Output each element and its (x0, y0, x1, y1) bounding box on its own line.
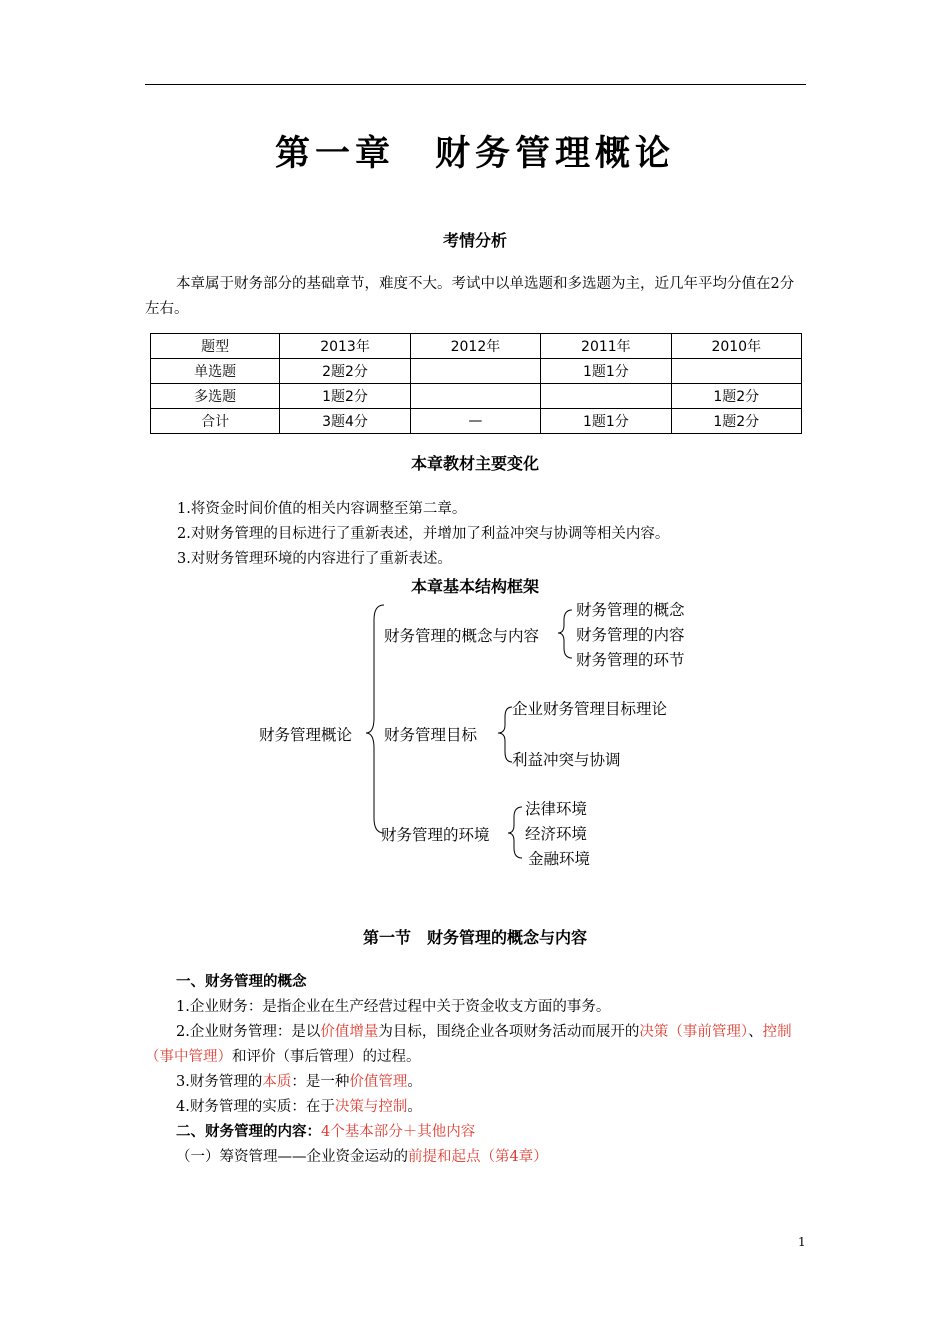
text-span: 4.财务管理的实质：在于 (176, 1099, 335, 1115)
highlight-span: 本质 (262, 1074, 292, 1090)
text-span: 和评价（事后管理）的过程。 (232, 1049, 421, 1065)
s1-item2 (145, 1020, 806, 1070)
chapter-title: 第一章 财务管理概论 (274, 134, 675, 174)
mindmap-leaf: 财务管理的内容 (576, 626, 685, 644)
mindmap-leaf: 利益冲突与协调 (512, 751, 621, 769)
table-cell: — (410, 409, 540, 434)
mindmap-leaf: 财务管理的环节 (576, 651, 685, 669)
change-item: 2.对财务管理的目标进行了重新表述，并增加了利益冲突与协调等相关内容。 (177, 526, 670, 542)
mindmap-branch: 财务管理目标 (384, 726, 478, 744)
highlight-span: 决策（事前管理） (639, 1024, 749, 1040)
s1-item4 (145, 1095, 806, 1120)
mindmap-leaf: 财务管理的概念 (576, 601, 685, 619)
table-cell: 3题4分 (280, 409, 410, 434)
section-heading: 第一节 财务管理的概念与内容 (362, 928, 587, 947)
framework-heading: 本章基本结构框架 (410, 577, 539, 596)
branch3-brace (508, 807, 522, 858)
mindmap-leaf: 企业财务管理目标理论 (512, 700, 668, 718)
branch2-brace (498, 707, 512, 762)
change-item: 1.将资金时间价值的相关内容调整至第二章。 (177, 501, 467, 517)
table-header-cell: 2011年 (541, 334, 671, 359)
table-cell: 1题2分 (671, 409, 801, 434)
table-header-cell: 题型 (151, 334, 280, 359)
exam-intro: 本章属于财务部分的基础章节，难度不大。考试中以单选题和多选题为主，近几年平均分值在2分左右。 (145, 276, 795, 317)
text-span: 。 (407, 1074, 422, 1090)
table-cell: 2题2分 (280, 359, 410, 384)
highlight-span: 价值管理 (349, 1074, 408, 1090)
mindmap-leaf: 法律环境 (525, 800, 588, 818)
highlight-span: 控制（事中管理） (145, 1024, 792, 1065)
s2-heading-highlight: 4个基本部分＋其他内容 (321, 1124, 476, 1140)
text-span: 、 (748, 1024, 763, 1040)
text-span: ：是一种 (291, 1074, 350, 1090)
table-cell: 1题2分 (671, 384, 801, 409)
table-cell: 1题2分 (280, 384, 410, 409)
exam-analysis-heading: 考情分析 (442, 231, 507, 250)
s2-heading (176, 1120, 475, 1145)
text-span: 。 (407, 1099, 422, 1115)
mindmap-root: 财务管理概论 (259, 726, 353, 744)
table-cell: 单选题 (151, 359, 280, 384)
text-span: 2.企业财务管理：是以 (176, 1024, 321, 1040)
root-brace (366, 605, 384, 833)
s1-item1: 1.企业财务：是指企业在生产经营过程中关于资金收支方面的事务。 (176, 999, 611, 1015)
table-cell: 合计 (151, 409, 280, 434)
table-header-cell: 2012年 (410, 334, 540, 359)
s2-item1 (176, 1145, 548, 1170)
s2-heading-text: 二、财务管理的内容： (176, 1124, 321, 1140)
mindmap-branch: 财务管理的环境 (381, 826, 490, 844)
table-header-cell: 2013年 (280, 334, 410, 359)
changes-heading: 本章教材主要变化 (410, 454, 539, 473)
s1-item3 (145, 1070, 806, 1095)
table-cell: 1题1分 (541, 409, 671, 434)
branch1-brace (558, 610, 572, 658)
table-header-cell: 2010年 (671, 334, 801, 359)
text-span: （一）筹资管理——企业资金运动的 (176, 1149, 408, 1165)
mindmap-branch: 财务管理的概念与内容 (384, 627, 540, 645)
s1-heading: 一、财务管理的概念 (176, 974, 307, 990)
table-cell: 多选题 (151, 384, 280, 409)
page-number: 1 (798, 1235, 806, 1249)
highlight-span: 决策与控制 (334, 1099, 408, 1115)
highlight-span: 前提和起点（第4章） (408, 1149, 548, 1165)
table-cell: 1题1分 (541, 359, 671, 384)
mindmap-leaf: 金融环境 (528, 850, 591, 868)
mindmap-leaf: 经济环境 (525, 825, 588, 843)
text-span: 3.财务管理的 (176, 1074, 263, 1090)
highlight-span: 价值增量 (320, 1024, 379, 1040)
change-item: 3.对财务管理环境的内容进行了重新表述。 (177, 551, 452, 567)
text-span: 为目标，围绕企业各项财务活动而展开的 (378, 1024, 640, 1040)
